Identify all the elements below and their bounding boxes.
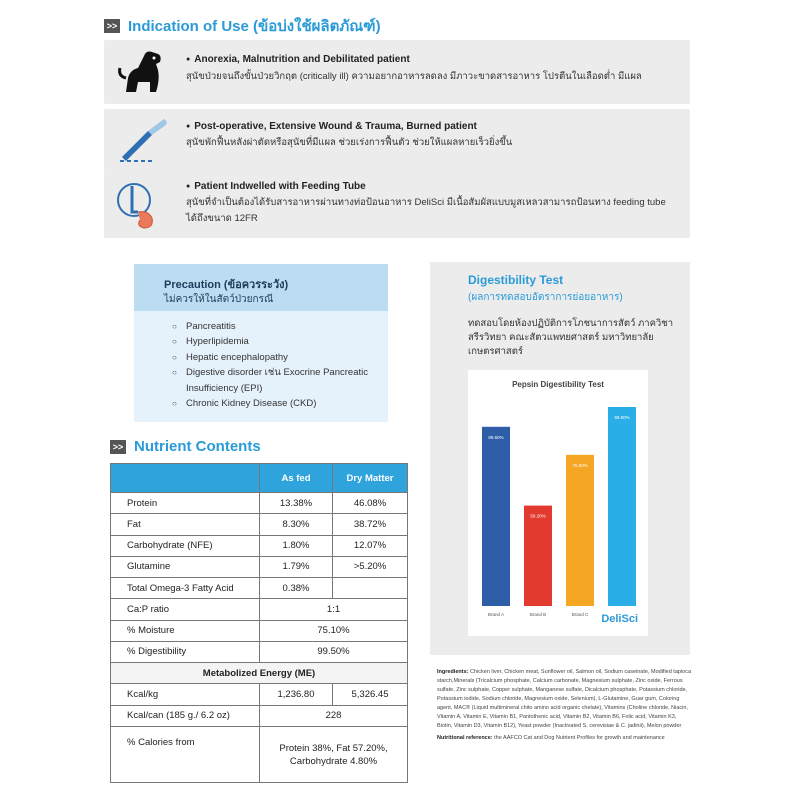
bar-brand-c [566,455,594,606]
table-header-cell [111,464,260,493]
merged-value: 1:1 [260,599,408,620]
table-row [111,556,408,577]
indication-card-feeding-tube [104,172,690,238]
merged-value: 99.50% [260,641,408,662]
bar-delisci [608,407,636,606]
dry-matter-value: 46.08% [333,493,408,514]
dry-matter-value: 5,326.45 [333,684,408,705]
merged-value: 75.10% [260,620,408,641]
bar-value-label: 99.50% [614,415,630,420]
table-row [111,578,408,599]
dry-matter-value [333,578,408,599]
precaution-item: ○ Hyperlipidemia [172,334,382,349]
double-chevron-icon: >> [104,19,120,33]
nutrient-name: Kcal/kg [111,684,260,705]
dry-matter-value: 38.72% [333,514,408,535]
calories-line: Protein 38%, Fat 57.20%, [279,742,388,754]
indication-title: Indication of Use (ข้อบ่งใช้ผลิตภัณฑ์) [128,18,381,35]
indication-text: สุนัขพักฟื้นหลังผ่าตัดหรือสุนัขที่มีแผล ช่วยเร่งการฟื้นตัว ช่วยให้แผลหายเร็วยิ่งขึ้น [186,137,513,148]
ingredients-notes [437,668,692,743]
precaution-header [134,264,388,311]
indication-card-post-operative [104,109,690,173]
table-row [111,535,408,556]
reference-paragraph [437,734,692,743]
indication-section-header [104,14,381,38]
nutrient-title: Nutrient Contents [134,438,261,455]
as-fed-value: 1.79% [260,556,333,577]
precaution-list [172,319,382,411]
table-row [111,599,408,620]
table-row [111,514,408,535]
indication-heading: ● Anorexia, Malnutrition and Debilitated patient [186,54,410,65]
table-row [111,663,408,684]
ingredients-label: Ingredients: [437,669,469,675]
bar-brand-b [524,506,552,606]
table-header-cell: Dry Matter [333,464,408,493]
table-row [111,641,408,662]
merged-value: 228 [260,705,408,726]
nutrient-name: Carbohydrate (NFE) [111,535,260,556]
nutrient-name: % Moisture [111,620,260,641]
precaution-item: ○ Pancreatitis [172,319,382,334]
scalpel-icon [114,115,172,165]
nutrient-name: Total Omega-3 Fatty Acid [111,578,260,599]
delisci-logo: DeliSci [601,613,638,625]
nutrient-name: % Calories from [111,727,260,783]
indication-heading: ● Patient Indwelled with Feeding Tube [186,181,366,192]
double-chevron-icon: >> [110,440,126,454]
precaution-subtitle: ไม่ควรให้ในสัตว์ป่วยกรณี [164,294,274,305]
as-fed-value: 13.38% [260,493,333,514]
calories-line: Carbohydrate 4.80% [289,755,378,767]
precaution-title: Precaution (ข้อควรระวัง) [164,279,289,291]
bar-value-label: 89.60% [488,434,504,440]
table-row [111,684,408,705]
ingredients-text: Chicken liver, Chicken meat, Sunflower oil, Salmon oil, Sodium caseinate, Modified tapioca starch,Minerals (Tricalcium phosphate, Calcium carbonate, Magnesium sulphate, Zinc oxide, Ferrous sulfate, Zinc sulphate, Copper sulphate, Manganese sulfate, Dicalcium phosphate, Potassium chloride, Potassium iodide, Sodium chloride, Magnesium oxide, Selenium), L-Glutamine, Guar gum, Coloring agent, MAC® (Liquid multimineral chito amino acid organic chelate), Vitamins (Choline chloride, Niacin, Vitamin A, Vitamin E, Vitamin B1, Pantothenic acid, Vitamin B2, Vitamin B6, Folic acid, Vitamin K3, Biotin, Vitamin D3, Vitamin B12), Yeast powder (Inactivated S. cerevisiae & C. jadinii), Melon powder [437,669,692,729]
table-row [111,705,408,726]
nutrient-name: Glutamine [111,556,260,577]
as-fed-value: 8.30% [260,514,333,535]
digestibility-title: Digestibility Test [468,273,564,287]
nutrient-name: Ca:P ratio [111,599,260,620]
table-row [111,727,408,783]
as-fed-value: 1.80% [260,535,333,556]
dry-matter-value: 12.07% [333,535,408,556]
bar-chart-svg [468,370,648,636]
category-label: Brand A [487,612,505,617]
indication-card-anorexia [104,40,690,104]
precaution-box [134,264,388,422]
precaution-item: ○ Hepatic encephalopathy [172,350,382,365]
table-row [111,493,408,514]
precaution-item: ○ Chronic Kidney Disease (CKD) [172,396,382,411]
nutrient-name: % Digestibility [111,641,260,662]
indication-heading: ● Post-operative, Extensive Wound & Trauma, Burned patient [186,121,477,132]
nutrient-section-header [110,438,261,455]
indication-text: สุนัขที่จำเป็นต้องได้รับสารอาหารผ่านทางท่อป้อนอาหาร DeliSci มีเนื้อสัมผัสแบบมูสเหลวสามารถป้อนทาง feeding tube ได้ถึงขนาด 12FR [186,197,666,224]
nutrient-name: Protein [111,493,260,514]
nutrient-table [110,463,408,783]
digestibility-description: ทดสอบโดยห้องปฏิบัติการโภชนาการสัตว์ ภาควิชาสรีรวิทยา คณะสัตวแพทยศาสตร์ มหาวิทยาลัยเกษตรศาสตร์ [468,318,674,357]
bar-value-label: 50.20% [530,513,546,519]
reference-text: the AAFCO Cat and Dog Nutrient Profiles for growth and maintenance [494,735,665,741]
ingredients-paragraph [437,668,692,731]
table-row [111,620,408,641]
reference-label: Nutritional reference: [437,735,493,741]
as-fed-value: 1,236.80 [260,684,333,705]
precaution-item: ○ Digestive disorder เช่น Exocrine Pancreatic Insufficiency (EPI) [172,365,382,396]
nutrient-name: Kcal/can (185 g./ 6.2 oz) [111,705,260,726]
category-label: Brand B [529,612,547,617]
dog-icon [114,48,172,96]
chart-title: Pepsin Digestibility Test [512,380,604,389]
category-label: Brand C [571,612,589,617]
table-header-cell: As fed [260,464,333,493]
nutrient-name: Fat [111,514,260,535]
as-fed-value: 0.38% [260,578,333,599]
indication-text: สุนัขป่วยจนถึงขั้นป่วยวิกฤต (critically ill) ความอยากอาหารลดลง มีภาวะขาดสารอาหาร โปรตีนในเลือดต่ำ มีแผล [186,71,642,82]
table-header-row [111,464,408,493]
me-title: Metabolized Energy (ME) [111,663,408,684]
bar-brand-a [482,427,510,606]
merged-value [260,727,408,783]
digestibility-subtitle: (ผลการทดสอบอัตราการย่อยอาหาร) [468,292,623,303]
bar-value-label: 75.60% [572,462,588,468]
digestibility-chart [468,370,648,636]
feeding-tube-icon [114,178,172,232]
digestibility-panel [430,262,690,655]
dry-matter-value: >5.20% [333,556,408,577]
